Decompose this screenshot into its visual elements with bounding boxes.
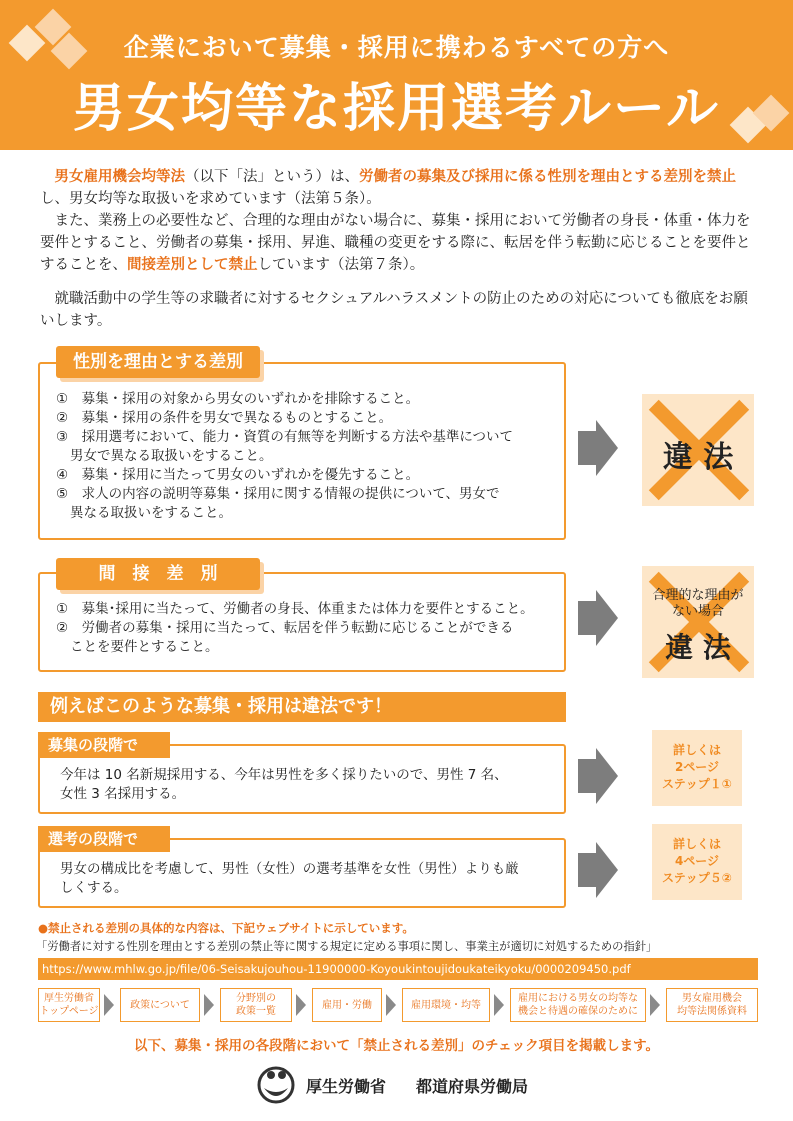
stage-tag: 募集の段階で [38, 732, 170, 758]
flow-step-equality [402, 988, 490, 1022]
intro-text: しています（法第７条）。 [257, 257, 425, 273]
detail-text: 4ページ [674, 854, 720, 868]
page-subtitle: 企業において募集・採用に携わるすべての方へ [123, 33, 670, 62]
flow-step-text: トップページ [39, 1006, 99, 1017]
web-note: ●禁止される差別の具体的な内容は、下記ウェブサイトに示しています。 [38, 921, 414, 935]
intro-text: また、業務上の必要性など、合理的な理由がない場合に、募集・採用において労働者の身長・体重・体力を要件とすること、労働者の募集・採用、昇進、職種の変更をする際に、転居を伴う転勤に応じることを要件とすることを、 [40, 213, 751, 273]
verdict-condition: ない場合 [671, 604, 724, 619]
example-text: 女性 3 名採用する。 [60, 786, 186, 802]
intro-paragraph-1 [40, 166, 758, 210]
arrow-right-icon [494, 994, 504, 1016]
flow-step-text: 政策一覧 [236, 1006, 276, 1017]
arrow-right-icon [386, 994, 396, 1016]
flow-step-employment [312, 988, 382, 1022]
flow-step-text: 均等法関係資料 [677, 1006, 747, 1017]
stage-tag: 選考の段階で [38, 826, 170, 852]
mhlw-logo [256, 1064, 296, 1106]
checklist-note: 以下、募集・採用の各段階において「禁止される差別」のチェック項目を掲載します。 [133, 1038, 659, 1054]
flow-step-policy-list [220, 988, 292, 1022]
guideline-title: 「労働者に対する性別を理由とする差別の禁止等に関する規定に定める事項に関し、事業主が適切に対処するための指針」 [36, 940, 658, 953]
flow-step-text: 分野別の [236, 993, 276, 1004]
detail-text: ステップ１① [662, 777, 732, 791]
flow-step-text: 雇用環境・均等 [411, 999, 481, 1011]
flow-step-policy [120, 988, 200, 1022]
org-name: 都道府県労働局 [416, 1077, 529, 1096]
flow-step-text: 機会と待遇の確保のために [518, 1006, 638, 1017]
list-item: ① 募集・採用の対象から男女のいずれかを排除すること。 [56, 391, 420, 407]
list-item: ③ 採用選考において、能力・資質の有無等を判断する方法や基準について [56, 429, 514, 445]
law-name: 男女雇用機会均等法 [54, 169, 185, 185]
detail-reference [652, 730, 742, 806]
detail-text: ステップ５② [662, 871, 732, 885]
page-title: 男女均等な採用選考ルール [73, 79, 720, 139]
flow-step-text: 男女雇用機会 [682, 993, 742, 1004]
flow-step-text: 雇用・労働 [322, 999, 372, 1011]
org-name: 厚生労働省 [306, 1077, 387, 1096]
list-item: ② 労働者の募集・採用に当たって、転居を伴う転勤に応じることができる [56, 620, 514, 636]
detail-text: 2ページ [674, 760, 720, 774]
verdict-illegal-conditional [642, 566, 754, 678]
list-item: ⑤ 求人の内容の説明等募集・採用に関する情報の提供について、男女で [56, 486, 500, 502]
list-item: 男女で異なる取扱いをすること。 [70, 448, 273, 464]
flow-step-text: 政策について [130, 999, 190, 1011]
verdict-label: 違 法 [662, 440, 734, 475]
flow-step-law-materials [666, 988, 758, 1022]
detail-text: 詳しくは [672, 837, 721, 851]
list-item: 異なる取扱いをすること。 [70, 505, 232, 521]
example-text: 今年は 10 名新規採用する、今年は男性を多く採りたいので、男性 7 名、 [60, 767, 508, 783]
example-text: 男女の構成比を考慮して、男性（女性）の選考基準を女性（男性）よりも厳 [60, 861, 519, 877]
gender-discrimination-box [38, 362, 566, 540]
arrow-right-icon [204, 994, 214, 1016]
arrow-right-icon [650, 994, 660, 1016]
list-item: ことを要件とすること。 [70, 639, 219, 655]
verdict-label: 違 法 [665, 631, 731, 664]
list-item: ① 募集･採用に当たって、労働者の身長、体重または体力を要件とすること。 [56, 601, 534, 617]
header-banner [0, 0, 793, 150]
arrow-right-icon [104, 994, 114, 1016]
detail-text: 詳しくは [672, 743, 721, 757]
example-text: しくする。 [60, 880, 128, 896]
intro-text: し、男女均等な取扱いを求めています（法第５条）。 [40, 191, 381, 207]
intro-emphasis: 間接差別として禁止 [127, 257, 258, 273]
detail-reference [652, 824, 742, 900]
flow-step-mhlw-top [38, 988, 100, 1022]
guideline-url-link[interactable]: https://www.mhlw.go.jp/file/06-Seisakujouhou-11900000-Koyoukintoujidoukateikyoku/0000209450.pdf [38, 958, 758, 980]
flow-step-text: 雇用における男女の均等な [518, 993, 638, 1004]
flow-step-text: 厚生労働省 [43, 993, 94, 1004]
intro-paragraph-3: 就職活動中の学生等の求職者に対するセクシュアルハラスメントの防止のための対応についても徹底をお願いします。 [40, 291, 748, 329]
examples-heading: 例えばこのような募集・採用は違法です！ [38, 692, 566, 722]
intro-text: （以下「法」という）は、 [185, 169, 359, 185]
section-tag: 性別を理由とする差別 [56, 346, 260, 378]
intro-emphasis: 労働者の募集及び採用に係る性別を理由とする差別を禁止 [359, 169, 736, 185]
list-item: ② 募集・採用の条件を男女で異なるものとすること。 [56, 410, 393, 426]
arrow-right-icon [296, 994, 306, 1016]
verdict-illegal [642, 394, 754, 506]
list-item: ④ 募集・採用に当たって男女のいずれかを優先すること。 [56, 467, 420, 483]
flow-step-equal-opportunity [510, 988, 646, 1022]
verdict-condition: 合理的な理由が [652, 588, 744, 603]
section-tag: 間 接 差 別 [56, 558, 260, 590]
intro-paragraph-2 [40, 210, 758, 276]
